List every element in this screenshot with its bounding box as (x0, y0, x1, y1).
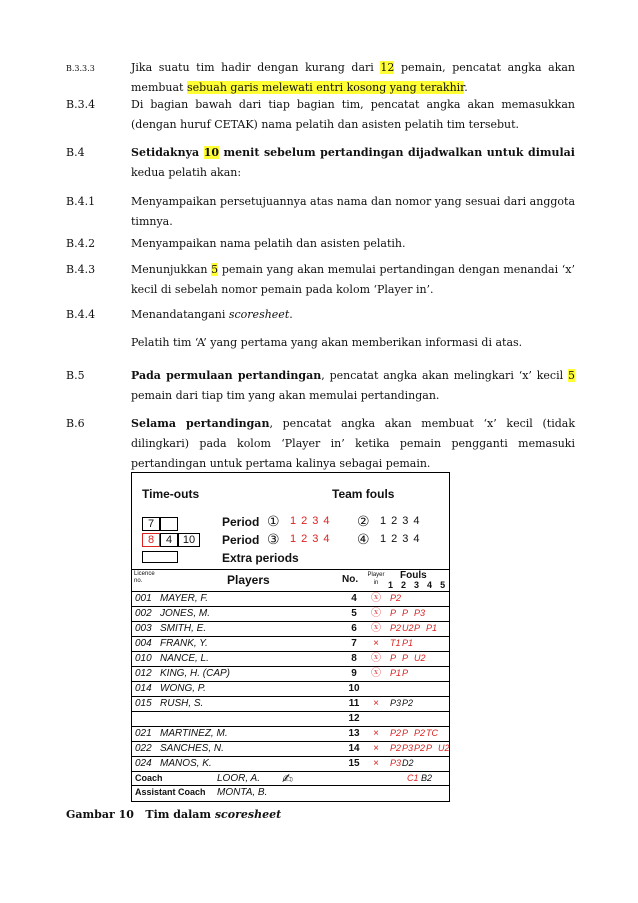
para-text: Pada permulaan pertandingan, pencatat angka akan melingkari ‘x’ kecil 5 pemain dari tiap tim yang akan memulai pertandingan. (131, 369, 575, 402)
player-in-mark: × (373, 758, 379, 769)
fouls-header: Fouls (400, 570, 427, 581)
table-row (132, 651, 449, 665)
caption-label: Gambar 10 (66, 808, 134, 821)
table-row (132, 681, 449, 695)
para-text: Menyampaikan persetujuannya atas nama dan nomor yang sesuai dari anggota timnya. (131, 195, 575, 228)
para-number: B.4.4 (66, 308, 96, 321)
assistant-coach-row (132, 785, 449, 799)
para-text: Menyampaikan nama pelatih dan asisten pelatih. (131, 237, 406, 250)
para-number: B.4.2 (66, 237, 96, 250)
para-text: Selama pertandingan, pencatat angka akan membuat ‘x’ kecil (tidak dilingkari) pada kolom ‘Player in’ ketika pemain pengganti memasuki pertandingan untuk pertama kalinya sebagai pemain. (131, 417, 575, 470)
player-in-mark: ⓧ (371, 623, 381, 634)
licence-cell: 001 (135, 593, 152, 604)
player-name: SMITH, E. (160, 623, 207, 634)
foul-cell: P2 (402, 698, 414, 708)
players-header (132, 569, 454, 590)
foul-cell: P2 (414, 728, 426, 738)
coach-foul: C1 (407, 773, 419, 783)
licence-cell: 012 (135, 668, 152, 679)
teamfouls-label: Team fouls (332, 487, 395, 501)
para-text: Setidaknya 10 menit sebelum pertandingan dijadwalkan untuk dimulai kedua pelatih akan: (131, 146, 575, 179)
timeout-box: 7 (142, 517, 160, 531)
period4-fouls: 1234 (380, 533, 425, 545)
foul-cell: P (390, 608, 397, 618)
caption-title: Tim dalam (145, 808, 215, 821)
para-text: Jika suatu tim hadir dengan kurang dari 12 pemain, pencatat angka akan membuat sebuah garis melewati entri kosong yang terakhir. (131, 61, 575, 94)
period-label: Period (222, 533, 260, 547)
licence-cell: 014 (135, 683, 152, 694)
timeouts-label: Time-outs (142, 487, 200, 501)
player-number: 14 (348, 743, 360, 754)
para-number: B.5 (66, 369, 85, 382)
licence-cell: 021 (135, 728, 152, 739)
player-name: KING, H. (CAP) (160, 668, 231, 679)
no-header: No. (342, 574, 359, 585)
coach-row (132, 771, 449, 785)
foul-cell: U2 (438, 743, 450, 753)
foul-cell: P (402, 653, 409, 663)
para-text: Menunjukkan 5 pemain yang akan memulai pertandingan dengan menandai ‘x’ kecil di sebelah nomor pemain pada kolom ‘Player in’. (131, 263, 575, 296)
table-row (132, 591, 449, 605)
coach-foul: B2 (421, 773, 433, 783)
timeout-box (142, 551, 178, 563)
extra-periods-label: Extra periods (222, 551, 299, 565)
coach-label: Coach (135, 773, 163, 783)
foul-cell: P3 (390, 698, 402, 708)
player-name: WONG, P. (160, 683, 206, 694)
timeout-box: 8 (142, 533, 160, 547)
coach-signature-icon: ✍ (282, 771, 293, 786)
licence-cell: 022 (135, 743, 152, 754)
player-name: SANCHES, N. (160, 743, 224, 754)
figure-caption (66, 808, 281, 821)
para-number: B.4 (66, 146, 85, 159)
player-name: FRANK, Y. (160, 638, 208, 649)
para-number: B.3.3.3 (66, 64, 95, 73)
player-number: 7 (351, 638, 357, 649)
table-row (132, 606, 449, 620)
licence-cell: 024 (135, 758, 152, 769)
table-row (132, 666, 449, 680)
timeout-box: 4 (160, 533, 178, 547)
foul-cell: P2 (390, 593, 402, 603)
foul-cell: P3 (390, 758, 402, 768)
player-number: 8 (351, 653, 357, 664)
player-in-mark: ⓧ (371, 653, 381, 664)
foul-cell: P (402, 728, 409, 738)
table-row (132, 711, 449, 725)
para-text: Di bagian bawah dari tiap bagian tim, pencatat angka akan memasukkan (dengan huruf CETAK) nama pelatih dan asisten pelatih tim tersebut. (131, 98, 575, 131)
player-number: 5 (351, 608, 357, 619)
foul-cell: P1 (426, 623, 438, 633)
foul-cell: U2 (414, 653, 426, 663)
licence-cell: 002 (135, 608, 152, 619)
foul-cell: P (402, 608, 409, 618)
timeout-box (160, 517, 178, 531)
foul-cell: T1 (390, 638, 401, 648)
timeout-box: 10 (178, 533, 200, 547)
player-in-mark: × (373, 698, 379, 709)
period-4: ④ (357, 531, 370, 547)
player-number: 12 (348, 713, 360, 724)
caption-title-italic: scoresheet (214, 808, 282, 821)
player-name: JONES, M. (160, 608, 211, 619)
assistant-coach-label: Assistant Coach (135, 787, 206, 797)
period-1: ① (267, 513, 280, 529)
player-name: MARTINEZ, M. (160, 728, 228, 739)
para-text: Menandatangani scoresheet. (131, 308, 293, 321)
table-row (132, 621, 449, 635)
foul-cell: P (390, 653, 397, 663)
player-number: 13 (348, 728, 360, 739)
coach-name: LOOR, A. (217, 773, 260, 784)
period2-fouls: 1234 (380, 515, 425, 527)
player-in-mark: × (373, 638, 379, 649)
table-row (132, 756, 449, 770)
para-number: B.6 (66, 417, 85, 430)
player-in-mark: × (373, 743, 379, 754)
playerin-header: Player in (367, 572, 385, 586)
player-number: 15 (348, 758, 360, 769)
player-in-mark: ⓧ (371, 608, 381, 619)
player-in-mark: ⓧ (371, 593, 381, 604)
foul-cell: P1 (390, 668, 402, 678)
scoresheet-figure (131, 472, 454, 802)
licence-cell: 004 (135, 638, 152, 649)
foul-cell: P (402, 668, 409, 678)
foul-cell: P3 (414, 608, 426, 618)
period-3: ③ (267, 531, 280, 547)
player-in-mark: ⓧ (371, 668, 381, 679)
licence-cell: 010 (135, 653, 152, 664)
licence-header: Licence no. (134, 571, 155, 584)
table-row (132, 726, 449, 740)
para-number: B.4.3 (66, 263, 96, 276)
foul-cell: P2 (390, 623, 402, 633)
players-header-label: Players (227, 573, 270, 587)
player-number: 6 (351, 623, 357, 634)
table-row (132, 696, 449, 710)
player-name: NANCE, L. (160, 653, 209, 664)
licence-cell: 003 (135, 623, 152, 634)
foul-cell: P3 (402, 743, 414, 753)
assistant-coach-name: MONTA, B. (217, 787, 268, 798)
player-number: 11 (348, 698, 360, 709)
para-number: B.4.1 (66, 195, 96, 208)
foul-cell: P2 (390, 728, 402, 738)
foul-columns: 12345 (388, 580, 454, 590)
foul-cell: P (426, 743, 433, 753)
foul-cell: P2 (390, 743, 402, 753)
para-text: Pelatih tim ‘A’ yang pertama yang akan memberikan informasi di atas. (131, 336, 523, 349)
player-number: 9 (351, 668, 357, 679)
period-label: Period (222, 515, 260, 529)
foul-cell: D2 (402, 758, 414, 768)
foul-cell: P (414, 623, 421, 633)
player-number: 4 (351, 593, 357, 604)
table-row (132, 741, 449, 755)
period-2: ② (357, 513, 370, 529)
player-name: MAYER, F. (160, 593, 208, 604)
foul-cell: U2 (402, 623, 414, 633)
player-in-mark: × (373, 728, 379, 739)
player-name: RUSH, S. (160, 698, 204, 709)
foul-cell: TC (426, 728, 438, 738)
player-number: 10 (348, 683, 360, 694)
para-number: B.3.4 (66, 98, 96, 111)
table-row (132, 636, 449, 650)
foul-cell: P2 (414, 743, 426, 753)
foul-cell: P1 (402, 638, 414, 648)
player-name: MANOS, K. (160, 758, 212, 769)
licence-cell: 015 (135, 698, 152, 709)
period3-fouls: 1234 (290, 533, 335, 545)
period1-fouls: 1234 (290, 515, 335, 527)
